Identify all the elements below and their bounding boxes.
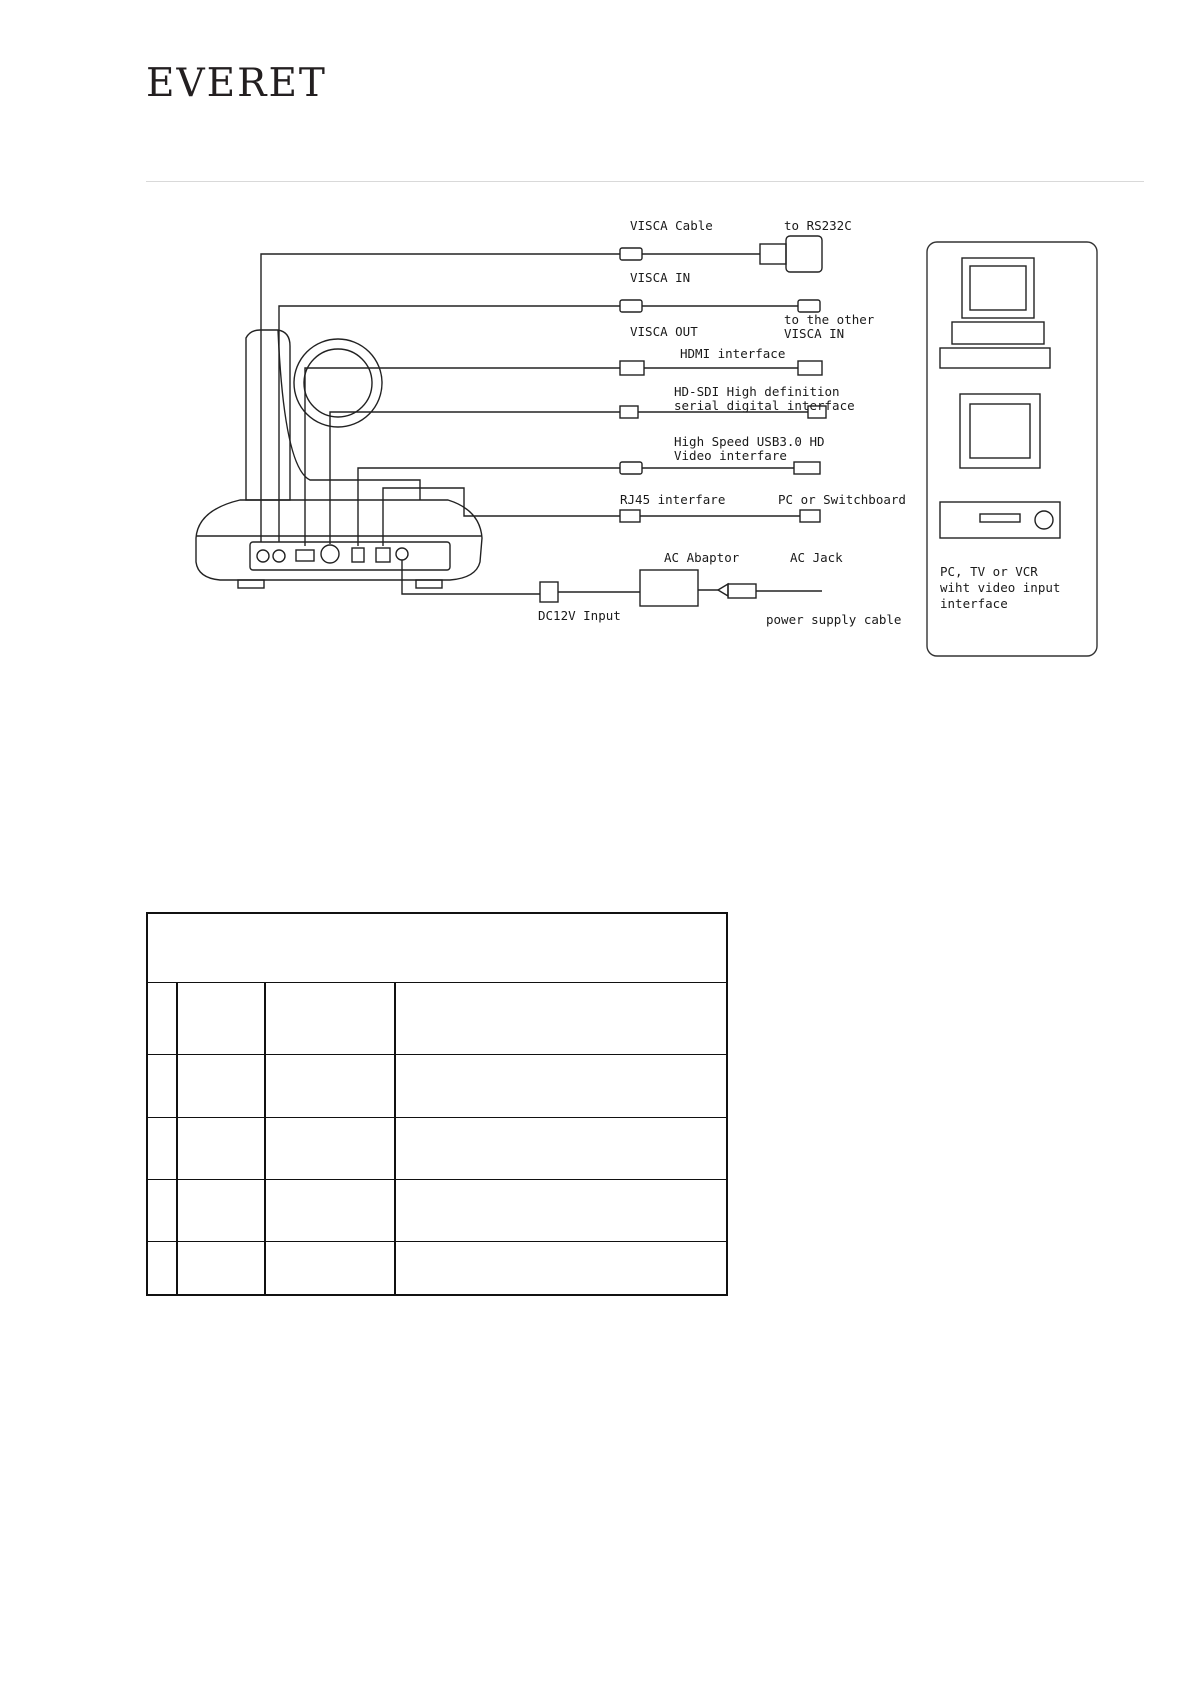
table-cell — [177, 1179, 263, 1241]
line-dc — [402, 560, 540, 594]
label-panel-1: PC, TV or VCR — [940, 564, 1038, 579]
ports-table — [146, 912, 728, 1296]
tv-icon — [960, 394, 1040, 468]
table-cell — [265, 1117, 393, 1179]
table-row — [148, 1117, 726, 1180]
table-cell — [265, 1054, 393, 1117]
table-cell — [395, 1241, 725, 1294]
label-hdmi: HDMI interface — [680, 346, 786, 361]
label-dc12v: DC12V Input — [538, 608, 621, 623]
camera-lens-outer — [294, 339, 382, 427]
table-cell — [148, 1241, 176, 1294]
port-sdi — [321, 545, 339, 563]
label-to-other-1: to the other — [784, 312, 875, 327]
label-ac-jack: AC Jack — [790, 550, 843, 565]
cable-hdmi — [620, 361, 822, 375]
camera-base — [196, 500, 482, 580]
port-usb — [352, 548, 364, 562]
label-power-cable: power supply cable — [766, 612, 902, 627]
cable-rj45 — [620, 510, 820, 522]
cable-usb — [620, 462, 820, 474]
port-visca-out — [273, 550, 285, 562]
cable-visca-out — [620, 300, 820, 312]
label-visca-in: VISCA IN — [630, 270, 691, 285]
camera-arm — [246, 330, 290, 500]
line-visca-in — [261, 254, 620, 542]
table-cell — [395, 1054, 725, 1117]
ac-adaptor-box — [640, 570, 698, 606]
port-lan — [376, 548, 390, 562]
header-divider — [146, 181, 1144, 182]
table-cell — [395, 982, 725, 1054]
table-cell — [148, 982, 176, 1054]
port-hdmi — [296, 550, 314, 561]
label-pc-switch: PC or Switchboard — [778, 492, 906, 507]
label-panel-3: interface — [940, 596, 1008, 611]
table-cell — [148, 1179, 176, 1241]
port-visca-in — [257, 550, 269, 562]
table-cell — [395, 1179, 725, 1241]
line-hdmi — [305, 368, 620, 546]
label-usb-1: High Speed USB3.0 HD — [674, 434, 825, 449]
connection-diagram — [180, 218, 1110, 680]
table-cell — [177, 1054, 263, 1117]
table-row — [148, 1179, 726, 1242]
label-usb-2: Video interfare — [674, 448, 787, 463]
camera-foot-left — [238, 580, 264, 588]
computer-icon — [940, 258, 1050, 368]
table-cell — [265, 982, 393, 1054]
label-ac-adaptor: AC Abaptor — [664, 550, 740, 565]
table-row — [148, 982, 726, 1055]
table-cell — [177, 1241, 263, 1294]
table-row — [148, 1054, 726, 1118]
table-row — [148, 1241, 726, 1294]
camera-lens-inner — [304, 349, 372, 417]
table-cell — [265, 1241, 393, 1294]
label-to-rs232c: to RS232C — [784, 218, 852, 233]
line-lan — [383, 488, 620, 546]
camera-port-panel — [250, 542, 450, 570]
table-cell — [395, 1117, 725, 1179]
connection-diagram-svg — [180, 218, 1110, 680]
table-cell — [177, 1117, 263, 1179]
table-cell — [265, 1179, 393, 1241]
cable-visca-in — [620, 236, 822, 272]
label-visca-cable: VISCA Cable — [630, 218, 713, 233]
camera-foot-right — [416, 580, 442, 588]
label-to-other-2: VISCA IN — [784, 326, 845, 341]
brand-logo: EVERET — [146, 61, 327, 106]
cable-dc — [540, 570, 822, 606]
label-visca-out: VISCA OUT — [630, 324, 698, 339]
table-cell — [148, 1054, 176, 1117]
table-cell — [177, 982, 263, 1054]
table-cell — [148, 1117, 176, 1179]
label-sdi-1: HD-SDI High definition — [674, 384, 840, 399]
vcr-icon — [940, 502, 1060, 538]
label-sdi-2: serial digital interface — [674, 398, 855, 413]
port-dc — [396, 548, 408, 560]
ports-table-header — [148, 914, 726, 983]
line-sdi — [330, 412, 620, 544]
label-rj45: RJ45 interfare — [620, 492, 726, 507]
label-panel-2: wiht video input — [940, 580, 1061, 595]
